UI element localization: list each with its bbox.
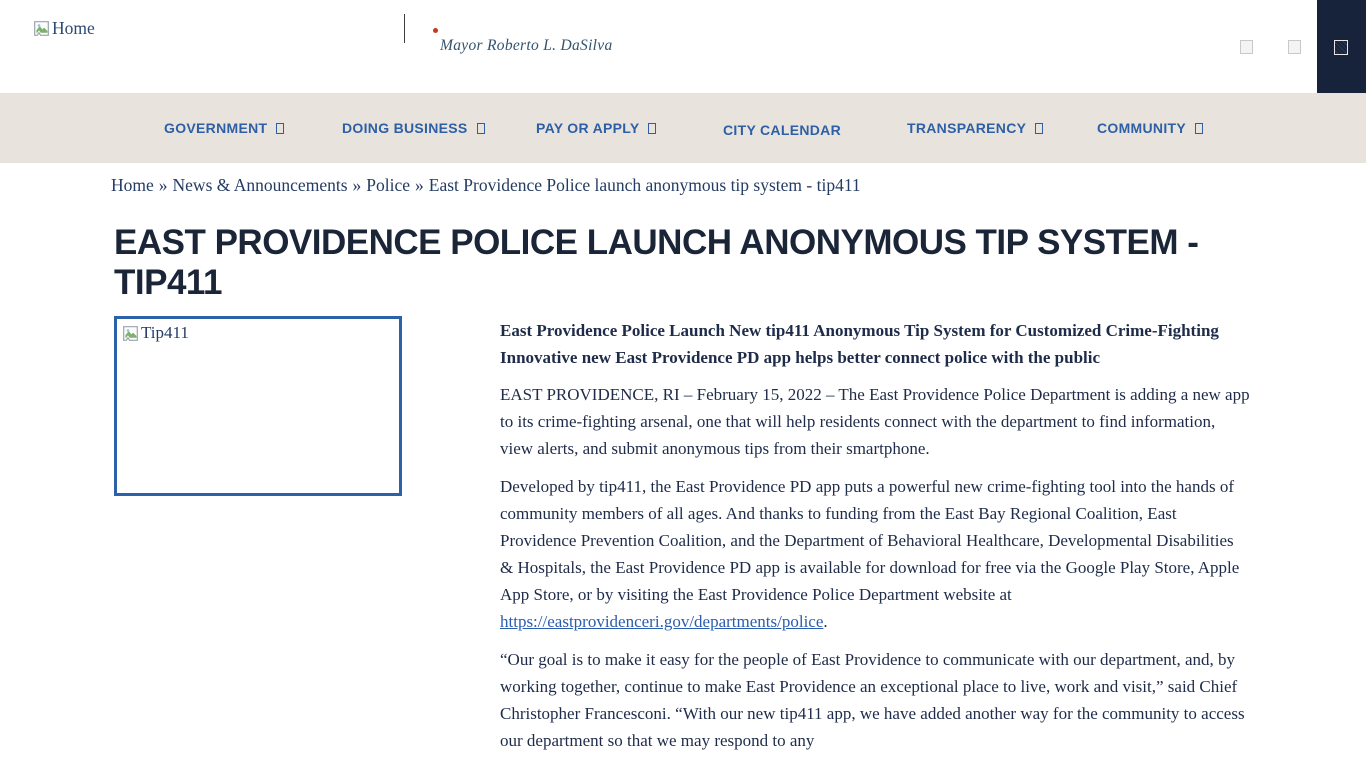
article-body <box>111 316 1366 765</box>
chevron-down-icon <box>648 123 656 134</box>
breadcrumb-separator: » <box>415 175 424 195</box>
article-paragraph-2 <box>500 473 1250 635</box>
search-button[interactable] <box>1317 0 1366 93</box>
breadcrumb <box>111 175 1366 195</box>
article-paragraph-3: “Our goal is to make it easy for the people of East Providence to communicate with our department, and, by working together, continue to make East Providence an exceptional place to live, work and visit,” said Chief Christopher Francesconi. “With our new tip411 app, we have added another way for the community to access our department so that we may respond to any <box>500 650 1245 750</box>
header-icon-placeholder-1[interactable] <box>1240 40 1253 54</box>
breadcrumb-news[interactable]: News & Announcements <box>172 175 348 195</box>
nav-item-transparency[interactable] <box>907 93 1043 163</box>
tip411-image-placeholder <box>114 316 402 496</box>
nav-item-community[interactable] <box>1097 93 1203 163</box>
home-logo-link[interactable] <box>33 18 95 39</box>
page-title: EAST PROVIDENCE POLICE LAUNCH ANONYMOUS TIP SYSTEM - TIP411 <box>114 223 1199 302</box>
header-divider <box>404 14 405 43</box>
mayor-caption: Mayor Roberto L. DaSilva <box>440 37 613 54</box>
nav-item-label: CITY CALENDAR <box>723 122 841 138</box>
lede-line-2: Innovative new East Providence PD app helps better connect police with the public <box>500 348 1101 367</box>
breadcrumb-current: East Providence Police launch anonymous tip system - tip411 <box>428 175 861 195</box>
paragraph-2-text-end: . <box>823 612 828 631</box>
nav-item-doing-business[interactable] <box>342 93 485 163</box>
breadcrumb-police[interactable]: Police <box>366 175 411 195</box>
nav-item-label: DOING BUSINESS <box>342 120 468 136</box>
police-department-link[interactable]: https://eastprovidenceri.gov/departments/police <box>500 612 824 631</box>
logo-dot <box>433 28 438 33</box>
chevron-down-icon <box>477 123 485 134</box>
article-paragraph-1: EAST PROVIDENCE, RI – February 15, 2022 – The East Providence Police Department is adding a new app to its crime-fighting arsenal, one that will help residents connect with the department to find information, view alerts, and submit anonymous tips from their smartphone. <box>500 385 1250 458</box>
paragraph-2-text: Developed by tip411, the East Providence PD app puts a powerful new crime-fighting tool into the hands of community members of all ages. And thanks to funding from the East Bay Regional Coalition, East Providence Prevention Coalition, and the Department of Behavioral Healthcare, Developmental Disabilities & Hospitals, the East Providence PD app is available for download for free via the Google Play Store, Apple App Store, or by visiting the East Providence Police Department website at <box>500 477 1240 604</box>
nav-item-city-calendar[interactable] <box>723 95 841 165</box>
site-header <box>0 0 1366 93</box>
nav-item-label: PAY OR APPLY <box>536 120 640 136</box>
nav-item-government[interactable] <box>164 93 284 163</box>
breadcrumb-separator: » <box>158 175 168 195</box>
nav-item-label: GOVERNMENT <box>164 120 268 136</box>
nav-item-label: TRANSPARENCY <box>907 120 1027 136</box>
main-navigation <box>0 93 1366 163</box>
header-icon-placeholder-2[interactable] <box>1288 40 1301 54</box>
chevron-down-icon <box>1195 123 1203 134</box>
search-icon <box>1334 40 1348 55</box>
broken-image-icon <box>122 325 139 342</box>
article-lede <box>500 317 1250 371</box>
home-logo-label: Home <box>52 18 95 38</box>
page-content <box>0 175 1366 765</box>
breadcrumb-home[interactable]: Home <box>111 175 154 195</box>
chevron-down-icon <box>1035 123 1043 134</box>
breadcrumb-separator: » <box>352 175 362 195</box>
broken-image-icon <box>33 20 50 37</box>
nav-item-pay-or-apply[interactable] <box>536 93 656 163</box>
tip411-image-alt-text: Tip411 <box>141 323 189 342</box>
lede-line-1: East Providence Police Launch New tip411 Anonymous Tip System for Customized Crime-Fighting <box>500 321 1219 340</box>
article-text <box>500 316 1250 765</box>
nav-item-label: COMMUNITY <box>1097 120 1187 136</box>
chevron-down-icon <box>276 123 284 134</box>
